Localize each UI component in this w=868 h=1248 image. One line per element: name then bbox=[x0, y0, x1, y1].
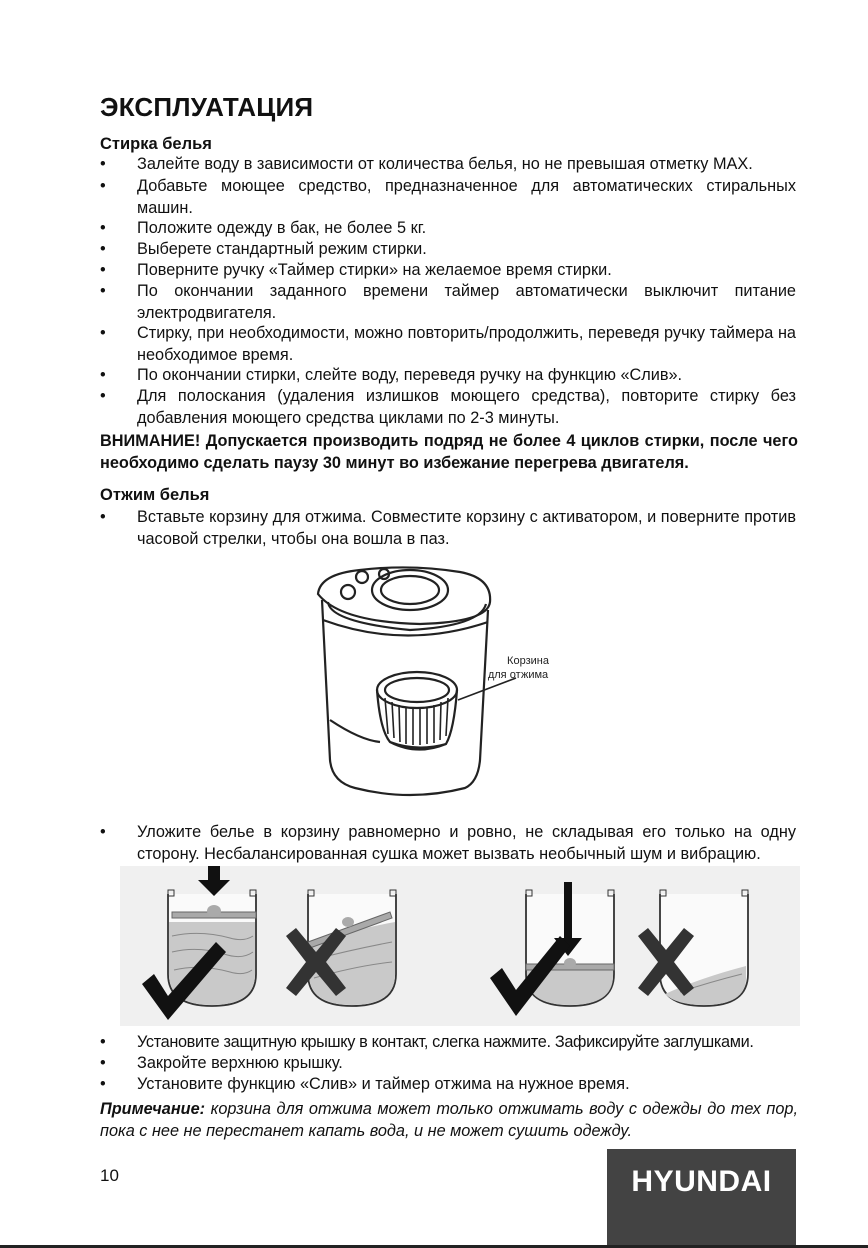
note-label: Примечание: bbox=[100, 1100, 206, 1118]
note-body: корзина для отжима может только отжимать воду с одежды до тех пор, пока с нее не перестанет капать вода, и не может сушить одежду. bbox=[100, 1100, 798, 1140]
bullet-icon: • bbox=[100, 219, 106, 237]
section-title: ЭКСПЛУАТАЦИЯ bbox=[100, 92, 314, 122]
list-item: • Для полоскания (удаления излишков моющего средства), повторите стирку без добавления моющего средства циклами по 2-3 минуты. bbox=[100, 387, 796, 427]
list-item: • Вставьте корзину для отжима. Совместите корзину с активатором, и поверните против часовой стрелки, чтобы она вошла в паз. bbox=[100, 508, 796, 548]
washing-heading: Стирка белья bbox=[100, 135, 212, 153]
bullet-icon: • bbox=[100, 261, 106, 279]
bullet-icon: • bbox=[100, 1033, 106, 1051]
bullet-icon: • bbox=[100, 240, 106, 258]
bullet-icon: • bbox=[100, 387, 106, 405]
list-item: • Закройте верхнюю крышку. bbox=[100, 1053, 796, 1075]
loading-diagram bbox=[120, 866, 800, 1026]
spin-heading: Отжим белья bbox=[100, 486, 210, 504]
note-text bbox=[100, 1098, 798, 1142]
bullet-icon: • bbox=[100, 155, 106, 173]
warning-text: ВНИМАНИЕ! Допускается производить подряд не более 4 циклов стирки, после чего необходимо сделать паузу 30 минут во избежание перегрева двигателя. bbox=[100, 432, 798, 472]
list-item: • Установите функцию «Слив» и таймер отжима на нужное время. bbox=[100, 1074, 796, 1096]
list-item: • Добавьте моющее средство, предназначенное для автоматических стиральных машин. bbox=[100, 177, 796, 217]
list-item: • Уложите белье в корзину равномерно и ровно, не складывая его только на одну сторону. Несбалансированная сушка может вызвать необычный шум и вибрацию. bbox=[100, 823, 796, 863]
list-item: • Выберете стандартный режим стирки. bbox=[100, 239, 796, 261]
list-item: • Поверните ручку «Таймер стирки» на желаемое время стирки. bbox=[100, 260, 796, 282]
brand-name: HYUNDAI bbox=[631, 1165, 772, 1198]
bullet-icon: • bbox=[100, 1075, 106, 1093]
bullet-icon: • bbox=[100, 366, 106, 384]
bullet-icon: • bbox=[100, 823, 106, 841]
list-item: • По окончании заданного времени таймер автоматически выключит питание электродвигателя. bbox=[100, 282, 796, 322]
list-item: • Стирку, при необходимости, можно повторить/продолжить, переведя ручку таймера на необходимое время. bbox=[100, 324, 796, 364]
list-item: • Установите защитную крышку в контакт, слегка нажмите. Зафиксируйте заглушками. bbox=[100, 1032, 796, 1054]
bullet-icon: • bbox=[100, 282, 106, 300]
bullet-icon: • bbox=[100, 1054, 106, 1072]
list-item: • Залейте воду в зависимости от количества белья, но не превышая отметку MAX. bbox=[100, 154, 796, 176]
bullet-icon: • bbox=[100, 177, 106, 195]
figure-label-line2: для отжима bbox=[487, 669, 549, 681]
page-number: 10 bbox=[100, 1166, 119, 1185]
brand-logo bbox=[607, 1149, 796, 1248]
list-item: • По окончании стирки, слейте воду, переведя ручку на функцию «Слив». bbox=[100, 365, 796, 387]
bullet-icon: • bbox=[100, 508, 106, 526]
figure-label-line1: Корзина bbox=[507, 655, 549, 667]
bullet-icon: • bbox=[100, 324, 106, 342]
list-item: • Положите одежду в бак, не более 5 кг. bbox=[100, 218, 796, 240]
washing-machine-illustration bbox=[300, 560, 570, 805]
